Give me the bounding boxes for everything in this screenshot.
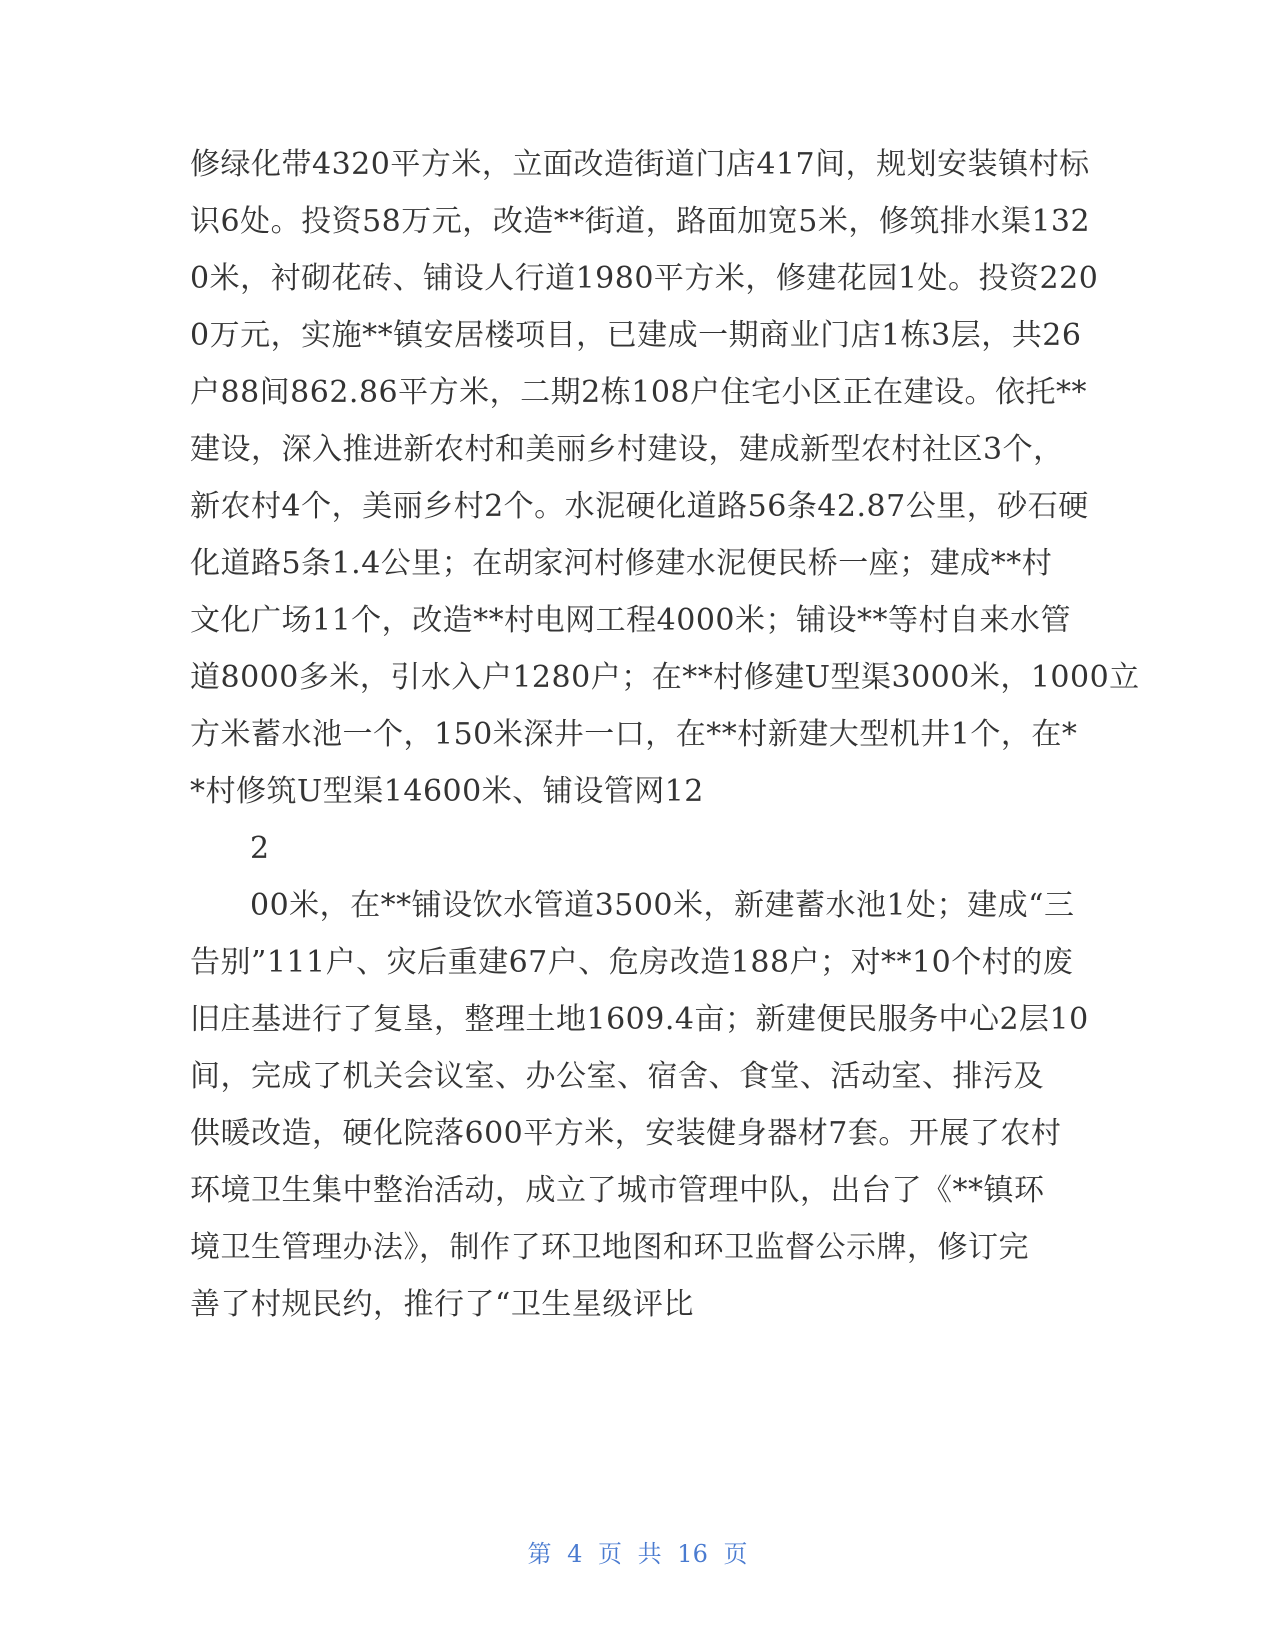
page-footer: 第 4 页 共 16 页 — [527, 1540, 748, 1568]
body-text-line: 间，完成了机关会议室、办公室、宿舍、食堂、活动室、排污及 — [190, 1059, 1044, 1094]
body-text-line: *村修筑U型渠14600米、铺设管网12 — [190, 774, 704, 809]
body-text-line: 0米，衬砌花砖、铺设人行道1980平方米，修建花园1处。投资220 — [190, 261, 1099, 296]
body-text-line: 修绿化带4320平方米，立面改造街道门店417间，规划安装镇村标 — [190, 147, 1090, 182]
body-text-line: 环境卫生集中整治活动，成立了城市管理中队，出台了《**镇环 — [190, 1173, 1045, 1208]
page-marker: 2 — [250, 831, 270, 866]
body-text-line: 道8000多米，引水入户1280户；在**村修建U型渠3000米，1000立 — [190, 660, 1140, 695]
body-text-line: 文化广场11个，改造**村电网工程4000米；铺设**等村自来水管 — [190, 603, 1072, 638]
body-text-line: 0万元，实施**镇安居楼项目，已建成一期商业门店1栋3层，共26 — [190, 318, 1082, 353]
body-text-line: 户88间862.86平方米，二期2栋108户住宅小区正在建设。依托** — [190, 375, 1087, 410]
body-text-line: 00米，在**铺设饮水管道3500米，新建蓄水池1处；建成“三 — [250, 888, 1075, 923]
body-text-line: 识6处。投资58万元，改造**街道，路面加宽5米，修筑排水渠132 — [190, 204, 1091, 239]
body-text-line: 新农村4个，美丽乡村2个。水泥硬化道路56条42.87公里，砂石硬 — [190, 489, 1089, 524]
body-text-line: 方米蓄水池一个，150米深井一口，在**村新建大型机井1个，在* — [190, 717, 1078, 752]
body-text-line: 告别”111户、灾后重建67户、危房改造188户；对**10个村的废 — [190, 945, 1074, 980]
body-text-line: 旧庄基进行了复垦，整理土地1609.4亩；新建便民服务中心2层10 — [190, 1002, 1089, 1037]
body-text-line: 建设，深入推进新农村和美丽乡村建设，建成新型农村社区3个， — [190, 432, 1064, 467]
body-text-line: 供暖改造，硬化院落600平方米，安装健身器材7套。开展了农村 — [190, 1116, 1062, 1151]
body-text-line: 境卫生管理办法》，制作了环卫地图和环卫监督公示牌，修订完 — [190, 1230, 1029, 1265]
body-text-line: 善了村规民约，推行了“卫生星级评比 — [190, 1287, 694, 1322]
body-text-line: 化道路5条1.4公里；在胡家河村修建水泥便民桥一座；建成**村 — [190, 546, 1053, 581]
